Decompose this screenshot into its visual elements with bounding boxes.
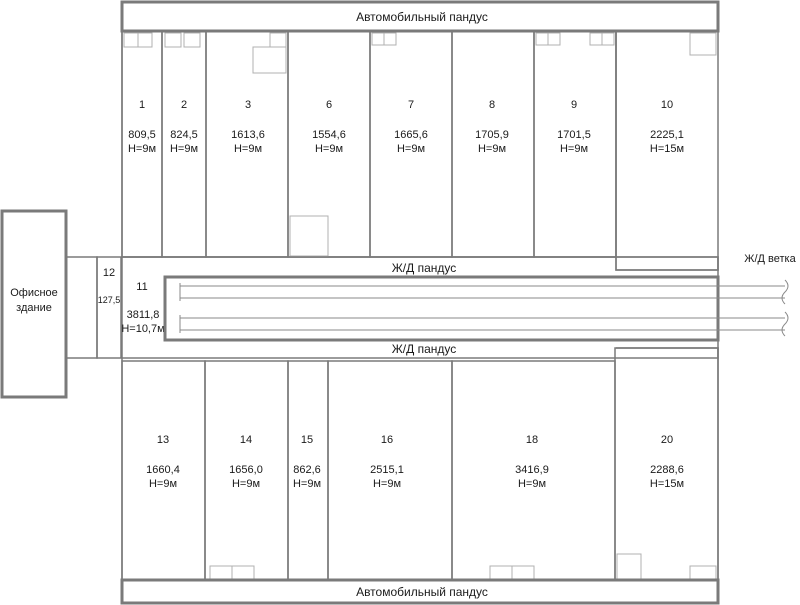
room-2-height: H=9м xyxy=(169,143,199,155)
room-15-area: 862,6 xyxy=(293,464,321,476)
room-11-height: H=10,7м xyxy=(121,323,165,335)
auto-ramp-top-label: Автомобильный пандус xyxy=(356,10,488,24)
room-7-area: 1665,6 xyxy=(394,129,428,141)
room-15-height: H=9м xyxy=(292,478,322,490)
connector-corridor xyxy=(66,257,97,358)
bottom-block-outline xyxy=(122,348,718,580)
room-9-number: 9 xyxy=(570,99,578,111)
room-8-area: 1705,9 xyxy=(475,129,509,141)
room-3-height: H=9м xyxy=(233,143,263,155)
room-7-number: 7 xyxy=(407,99,415,111)
room-6-height: H=9м xyxy=(314,143,344,155)
room-15-number: 15 xyxy=(300,434,314,446)
room-12-number: 12 xyxy=(102,267,116,279)
bottom-fixtures xyxy=(210,554,716,579)
room-2-number: 2 xyxy=(180,99,188,111)
bottom-room-labels xyxy=(146,434,684,490)
room-9-height: H=9м xyxy=(559,143,589,155)
rail-tracks xyxy=(180,280,788,336)
room-6-area: 1554,6 xyxy=(312,129,346,141)
room-12-area: 127,5 xyxy=(97,295,121,305)
rail-ramp-bottom-label: Ж/Д пандус xyxy=(391,342,457,356)
room-13-height: H=9м xyxy=(148,478,178,490)
room-9-area: 1701,5 xyxy=(557,129,591,141)
room-18-area: 3416,9 xyxy=(515,464,549,476)
room-14-number: 14 xyxy=(239,434,253,446)
office-label-line2: здание xyxy=(16,302,52,314)
room-6-number: 6 xyxy=(325,99,333,111)
room-20-area: 2288,6 xyxy=(650,464,684,476)
room-16-number: 16 xyxy=(380,434,394,446)
room-3-area: 1613,6 xyxy=(231,129,265,141)
room-1-number: 1 xyxy=(138,99,146,111)
room-14-height: H=9м xyxy=(231,478,261,490)
room-10-number: 10 xyxy=(660,99,674,111)
bottom-rooms xyxy=(122,348,718,580)
room-13-number: 13 xyxy=(156,434,170,446)
room-7-height: H=9м xyxy=(396,143,426,155)
room-18-number: 18 xyxy=(525,434,539,446)
room-20-number: 20 xyxy=(660,434,674,446)
room-20-height: H=15м xyxy=(649,478,685,490)
room-1-area: 809,5 xyxy=(128,129,156,141)
room-10-area: 2225,1 xyxy=(650,129,684,141)
room-11-number: 11 xyxy=(136,281,148,293)
room-2-area: 824,5 xyxy=(170,129,198,141)
room-8-number: 8 xyxy=(488,99,496,111)
room-3-number: 3 xyxy=(244,99,252,111)
rail-branch-label: Ж/Д ветка xyxy=(744,253,796,265)
room-16-area: 2515,1 xyxy=(370,464,404,476)
office-label-line1: Офисное xyxy=(10,287,58,299)
auto-ramp-bottom-label: Автомобильный пандус xyxy=(356,585,488,599)
room-18-height: H=9м xyxy=(517,478,547,490)
rail-ramp-top-label: Ж/Д пандус xyxy=(391,261,457,275)
room-16-height: H=9м xyxy=(372,478,402,490)
top-room-labels xyxy=(128,99,684,155)
room-11-area: 3811,8 xyxy=(126,309,160,321)
room-1-height: H=9м xyxy=(127,143,157,155)
room-14-area: 1656,0 xyxy=(229,464,263,476)
room-10-height: H=15м xyxy=(649,143,685,155)
room-8-height: H=9м xyxy=(477,143,507,155)
room-13-area: 1660,4 xyxy=(146,464,180,476)
